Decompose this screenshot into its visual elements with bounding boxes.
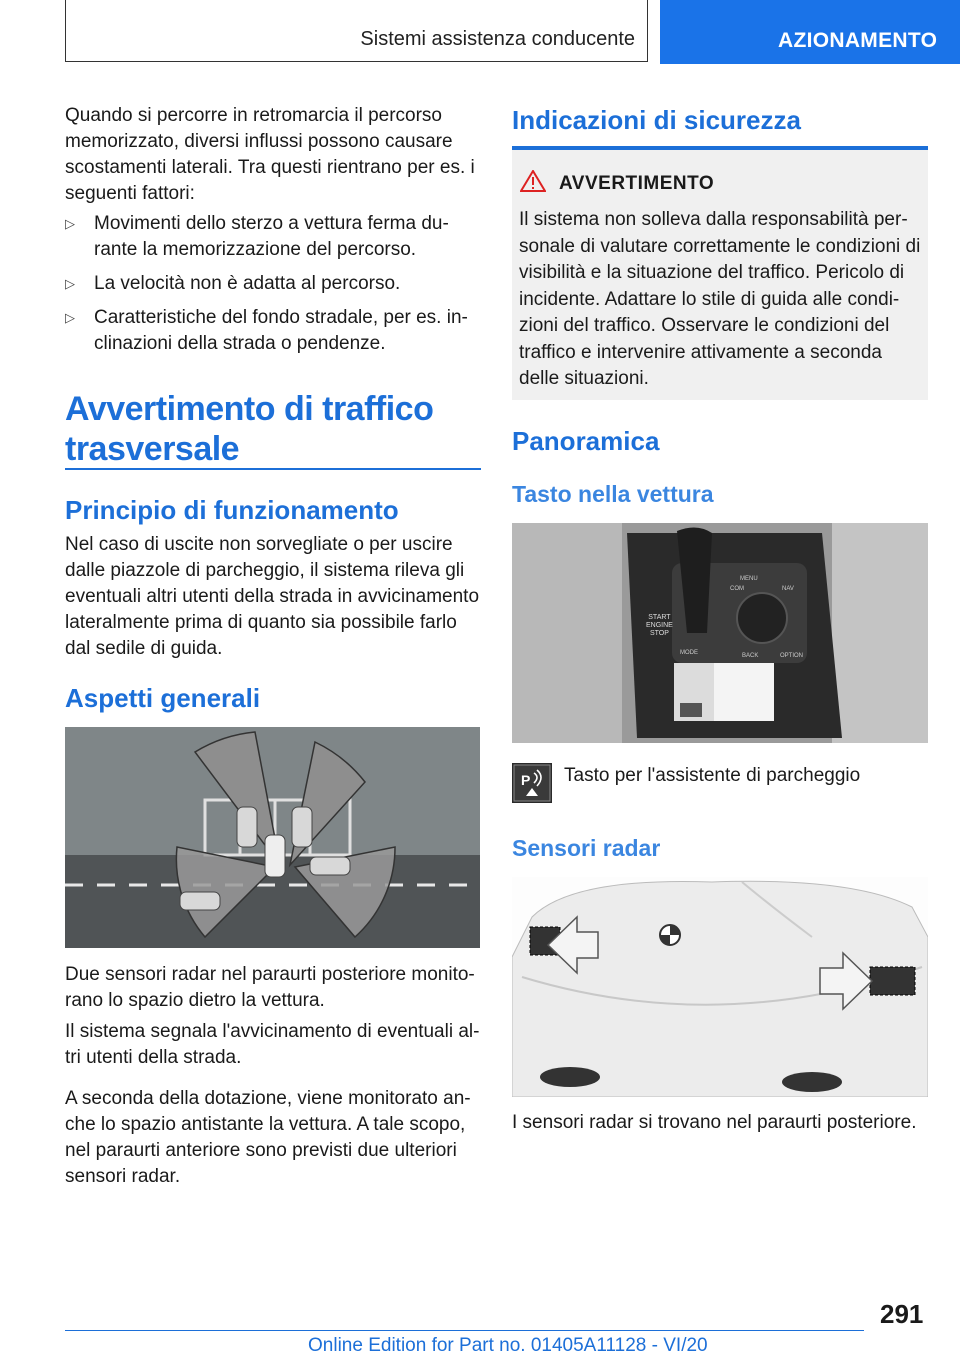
bullet-item: ▷ La velocità non è adatta al percorso.: [65, 271, 483, 297]
radar-heading: Sensori radar: [512, 835, 661, 861]
overview-heading: Panoramica: [512, 426, 660, 456]
bullet-item: ▷ Movimenti dello sterzo a vettura ferma du‐rante la memorizzazione del percorso.: [65, 213, 449, 260]
warning-text: Il sistema non solleva dalla responsabilità per‐sonale di valutare correttamente le condizioni di visibilità e la situazione del traffico. Pericolo di incidente. Adattare lo stile di guida alle condi‐zioni del traffico. Osservare le condizioni del traffico e intervenire attivamente a seconda delle situazioni.: [519, 209, 921, 389]
general-paragraph-2: Il sistema segnala l'avvicinamento di eventuali al‐tri utenti della strada.: [65, 1021, 480, 1068]
safety-heading: Indicazioni di sicurezza: [512, 105, 801, 135]
center-console-image: [512, 523, 928, 743]
rear-bumper-radar-image: [512, 877, 928, 1097]
heading-rule: [65, 468, 481, 470]
cross-traffic-illustration: [65, 727, 480, 948]
general-heading: Aspetti generali: [65, 683, 261, 713]
chapter-tab: [660, 0, 960, 64]
footer-edition: Online Edition for Part no. 01405A11128 - VI/20: [308, 1335, 708, 1356]
page-number: 291: [880, 1299, 924, 1329]
triangle-bullet-icon: ▷: [65, 216, 75, 231]
park-assist-button-icon: [512, 763, 552, 808]
warning-triangle-icon: [520, 170, 546, 197]
chapter-tab-label: AZIONAMENTO: [778, 29, 938, 52]
button-heading: Tasto nella vettura: [512, 481, 714, 507]
triangle-bullet-icon: ▷: [65, 310, 75, 325]
triangle-bullet-icon: ▷: [65, 276, 75, 291]
button-caption: Tasto per l'assistente di parcheggio: [564, 765, 861, 786]
menu-label: MENU: [740, 576, 758, 582]
start-stop-button-label: START ENGINE STOP: [646, 614, 673, 637]
back-label: BACK: [742, 653, 759, 659]
principle-paragraph: Nel caso di uscite non sorvegliate o per uscire dalle piazzole di parcheggio, il sistema rileva gli eventuali altri utenti della strada in avvicinamento lateralmente prima di quanto sia possibile farlo dal sedile di guida.: [65, 534, 480, 659]
com-label: COM: [730, 586, 744, 592]
general-paragraph-1: Due sensori radar nel paraurti posteriore monito‐rano lo spazio dietro la vettura.: [65, 964, 475, 1011]
option-label: OPTION: [780, 653, 804, 659]
principle-heading: Principio di funzionamento: [65, 495, 399, 525]
footer-rule: [65, 1330, 864, 1331]
radar-caption: I sensori radar si trovano nel paraurti posteriore.: [512, 1112, 917, 1133]
general-paragraph-3: A seconda della dotazione, viene monitorato an‐che lo spazio antistante la vettura. A tale scopo, nel paraurti anteriore sono previsti due ulteriori sensori radar.: [65, 1088, 471, 1187]
warning-title: AVVERTIMENTO: [559, 173, 715, 194]
nav-label: NAV: [782, 586, 794, 592]
intro-paragraph: Quando si percorre in retromarcia il percorso memorizzato, diversi influssi possono causare scostamenti laterali. Tra questi rientrano per es. i seguenti fattori:: [65, 105, 475, 204]
bullet-item: ▷ Caratteristiche del fondo stradale, per es. in‐clinazioni della strada o pendenze.: [65, 307, 468, 354]
mode-label: MODE: [680, 650, 698, 656]
svg-text:P: P: [521, 772, 531, 788]
section-title: Sistemi assistenza conducente: [360, 28, 635, 50]
chapter-heading: Avvertimento di traffico trasversale: [65, 390, 434, 468]
